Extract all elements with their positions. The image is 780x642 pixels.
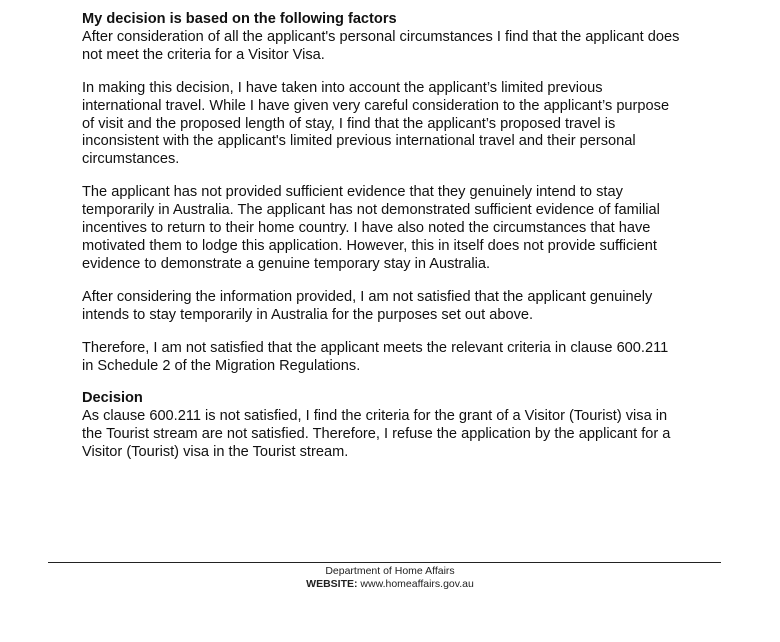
document-body [82,11,722,477]
factors-section [82,11,722,65]
text-line: in Schedule 2 of the Migration Regulations. [82,357,361,374]
footer-department: Department of Home Affairs [325,565,455,577]
decision-section [82,390,722,462]
website-label: WEBSITE: [306,578,358,590]
text-line: After considering the information provided, I am not satisfied that the applicant genuinely [82,288,653,305]
text-line: inconsistent with the applicant's limited previous international travel and their personal [82,133,636,150]
text-line: international travel. While I have given very careful consideration to the applicant’s purpose [82,97,670,114]
text-line: In making this decision, I have taken into account the applicant’s limited previous [82,79,603,96]
text-line: temporarily in Australia. The applicant has not demonstrated sufficient evidence of familial [82,202,660,219]
website-url: www.homeaffairs.gov.au [360,578,474,590]
text-line: of visit and the proposed length of stay, I find that the applicant’s proposed travel is [82,115,616,132]
factors-heading: My decision is based on the following factors [82,11,397,27]
footer-divider [48,562,721,563]
paragraph-travel [82,80,722,170]
text-line: evidence to demonstrate a genuine temporary stay in Australia. [82,255,491,272]
footer-website [0,578,780,591]
text-line: the Tourist stream are not satisfied. Therefore, I refuse the application by the applicant for a [82,426,671,443]
paragraph-criteria [82,340,722,376]
text-line: Therefore, I am not satisfied that the applicant meets the relevant criteria in clause 600.211 [82,339,669,356]
paragraph-information [82,289,722,325]
footer [0,565,780,591]
text-line: intends to stay temporarily in Australia for the purposes set out above. [82,306,534,323]
text-line: Visitor (Tourist) visa in the Tourist stream. [82,444,349,461]
text-line: The applicant has not provided sufficient evidence that they genuinely intend to stay [82,184,623,201]
paragraph-evidence [82,184,722,274]
text-line: After consideration of all the applicant's personal circumstances I find that the applicant does [82,28,680,45]
text-line: incentives to return to their home country. I have also noted the circumstances that have [82,220,651,237]
text-line: motivated them to lodge this application. However, this in itself does not provide sufficient [82,237,657,254]
text-line: As clause 600.211 is not satisfied, I find the criteria for the grant of a Visitor (Tourist) visa in [82,408,668,425]
decision-heading: Decision [82,390,143,407]
text-line: circumstances. [82,151,180,168]
text-line: not meet the criteria for a Visitor Visa. [82,46,325,63]
